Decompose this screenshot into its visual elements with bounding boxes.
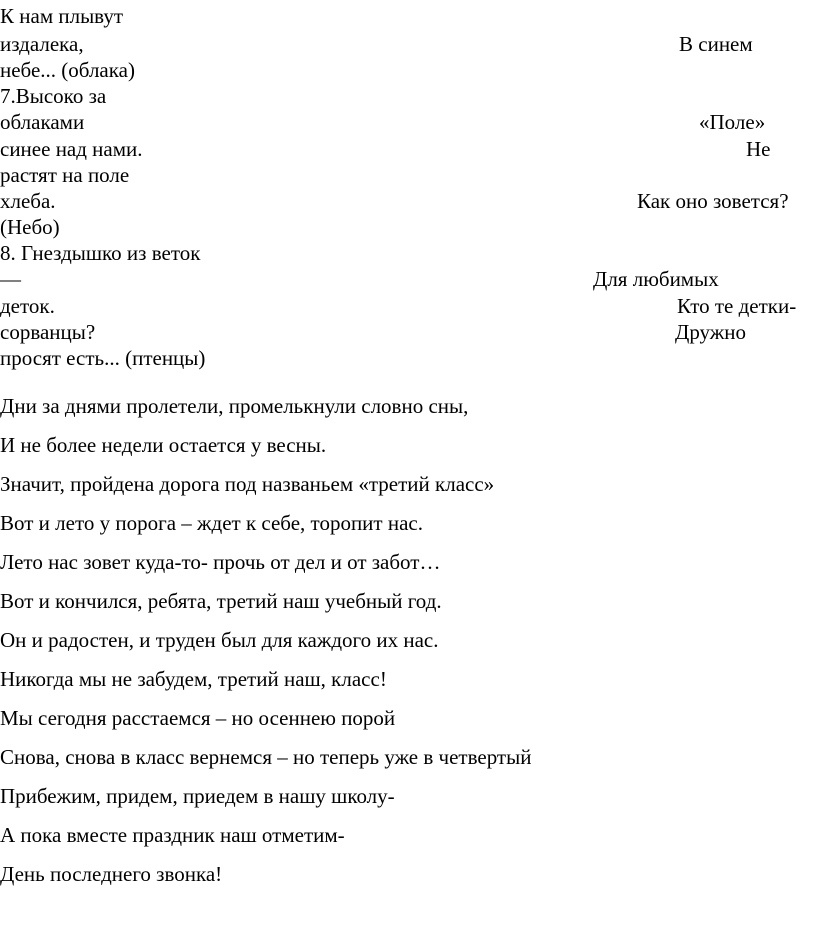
riddle-line-left: сорванцы?	[0, 320, 96, 344]
poem-line: Лето нас зовет куда-то- прочь от дел и от забот…	[0, 550, 441, 574]
riddle-line-left: К нам плывут	[0, 4, 124, 28]
riddle-line-left: 7.Высоко за	[0, 84, 107, 108]
poem-line: Дни за днями пролетели, промелькнули словно сны,	[0, 394, 469, 418]
riddle-line-left: небе... (облака)	[0, 58, 135, 82]
riddle-line-right: Дружно	[675, 320, 747, 344]
poem-line: А пока вместе праздник наш отметим-	[0, 823, 345, 847]
poem-line: Он и радостен, и труден был для каждого их нас.	[0, 628, 439, 652]
riddle-line-left: синее над нами.	[0, 137, 143, 161]
riddle-line-left: издалека,	[0, 32, 84, 56]
poem-line: И не более недели остается у весны.	[0, 433, 327, 457]
poem-line: Вот и кончился, ребята, третий наш учебный год.	[0, 589, 442, 613]
poem-line: Никогда мы не забудем, третий наш, класс!	[0, 667, 387, 691]
poem-line: День последнего звонка!	[0, 862, 223, 886]
riddle-line-right: Кто те детки-	[677, 294, 797, 318]
riddle-line-right: «Поле»	[699, 110, 766, 134]
riddle-line-left: 8. Гнездышко из веток	[0, 241, 201, 265]
riddle-line-left: деток.	[0, 294, 55, 318]
riddle-line-left: просят есть... (птенцы)	[0, 346, 206, 370]
poem-line: Мы сегодня расстаемся – но осеннею порой	[0, 706, 396, 730]
riddle-line-right: Как оно зовется?	[637, 189, 789, 213]
riddle-line-left: хлеба.	[0, 189, 56, 213]
riddle-line-right: Не	[746, 137, 771, 161]
riddle-line-right: В синем	[679, 32, 753, 56]
poem-line: Прибежим, придем, приедем в нашу школу-	[0, 784, 395, 808]
poem-line: Снова, снова в класс вернемся – но теперь уже в четвертый	[0, 745, 532, 769]
poem-line: Значит, пройдена дорога под названьем «третий класс»	[0, 472, 495, 496]
poem-line: Вот и лето у порога – ждет к себе, торопит нас.	[0, 511, 423, 535]
riddle-line-left: —	[0, 267, 21, 291]
riddle-line-right: Для любимых	[593, 267, 719, 291]
riddle-line-left: растят на поле	[0, 163, 130, 187]
riddle-line-left: (Небо)	[0, 215, 60, 239]
riddle-line-left: облаками	[0, 110, 85, 134]
